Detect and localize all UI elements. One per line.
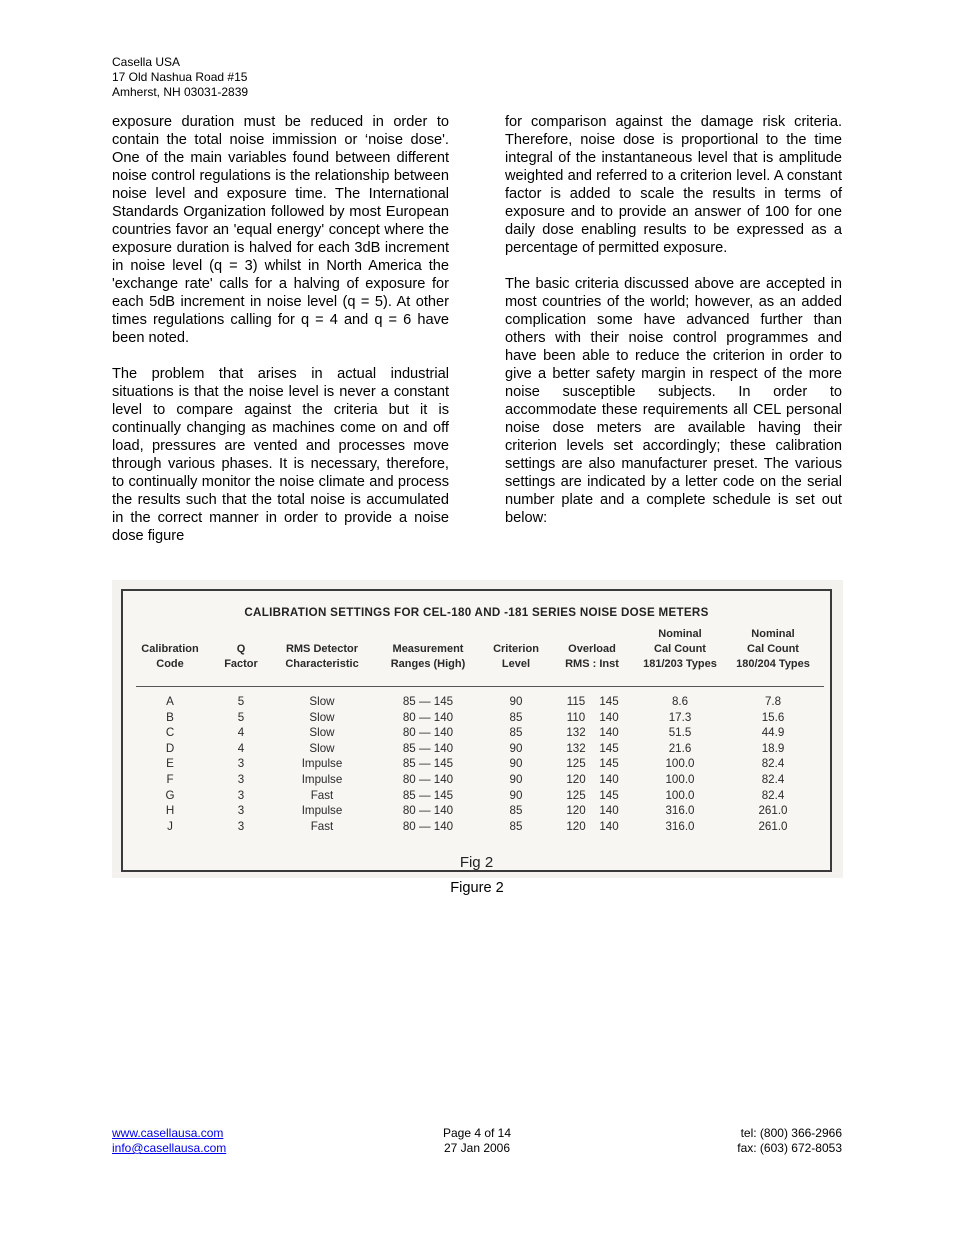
table-cell: 316.0: [665, 819, 695, 833]
right-column: [505, 113, 842, 545]
table-cell: 120: [566, 804, 586, 818]
column-header-line: RMS : Inst: [565, 658, 619, 670]
address-line-1: 17 Old Nashua Road #15: [112, 70, 248, 84]
table-cell: 15.6: [761, 710, 785, 724]
table-cell: Slow: [309, 695, 335, 708]
table-cell: 125: [566, 788, 586, 802]
table-cell: 80 — 140: [402, 804, 454, 818]
table-cell: 17.3: [668, 710, 692, 724]
table-cell: Fast: [310, 819, 334, 833]
table-cell: 85: [509, 804, 523, 818]
table-cell: 80 — 140: [402, 726, 454, 740]
column-header: [130, 642, 210, 672]
document-date: 27 Jan 2006: [443, 1141, 511, 1155]
figure-label: Fig 2: [459, 854, 494, 871]
table-cell: F: [166, 773, 174, 786]
column-header: [272, 642, 372, 672]
column-header-line: 181/203 Types: [643, 658, 717, 670]
table-cell: 4: [237, 726, 245, 740]
footer-page-info: [377, 1126, 577, 1156]
column-header-line: RMS Detector: [285, 643, 359, 655]
paragraph: for comparison against the damage risk criteria. Therefore, noise dose is proportional to the time integral of the instantaneous level that is amplitude weighted and referred to a criterion level. A constant factor is added to scale the results in terms of exposure and to provide an answer of 100 for one daily dose enabling results to be expressed as a percentage of permitted exposure.: [505, 114, 842, 256]
table-cell: E: [166, 757, 174, 771]
table-cell: 145: [599, 757, 619, 771]
column-header: [481, 642, 551, 672]
table-cell: Impulse: [301, 804, 343, 818]
paragraph: The problem that arises in actual industrial situations is that the noise level is never a constant level to compare against the criteria but it is continually changing as machines come on and off load, pressures are vented and processes move through various phases. It is necessary, therefore, to continually monitor the noise climate and process the results such that the total noise is accumulated in the correct manner in order to provide a noise dose figure: [112, 366, 449, 544]
table-cell: 3: [237, 819, 245, 833]
table-cell: 21.6: [668, 741, 692, 755]
table-cell: 261.0: [758, 819, 788, 833]
column-header-line: Characteristic: [285, 658, 359, 670]
column-header-line: Measurement: [392, 643, 464, 655]
table-cell: 90: [509, 741, 523, 755]
column-header-line: Factor: [224, 658, 258, 670]
table-cell: Slow: [309, 741, 335, 755]
table-cell: 3: [237, 804, 245, 818]
column-header-line: Nominal: [658, 628, 702, 640]
table-cell: 85 — 140: [402, 741, 454, 755]
table-cell: Fast: [310, 788, 334, 802]
table-cell: 120: [566, 773, 586, 786]
column-header-line: Ranges (High): [390, 658, 466, 670]
column-header-line: Cal Count: [654, 643, 706, 655]
company-name: Casella USA: [112, 55, 181, 69]
table-cell: 18.9: [761, 741, 785, 755]
table-cell: Slow: [309, 726, 335, 740]
table-cell: 7.8: [764, 695, 782, 708]
column-header: [216, 642, 266, 672]
table-cell: J: [167, 819, 173, 833]
fax: fax: (603) 672-8053: [737, 1141, 842, 1155]
table-cell: 80 — 140: [402, 819, 454, 833]
table-cell: 85 — 145: [402, 695, 454, 708]
table-cell: 115: [566, 695, 586, 708]
column-header: [552, 642, 632, 672]
table-cell: 3: [237, 788, 245, 802]
table-cell: 140: [599, 804, 619, 818]
table-cell: 100.0: [665, 757, 695, 771]
figure-title: CALIBRATION SETTINGS FOR CEL-180 AND -181 SERIES NOISE DOSE METERS: [244, 606, 709, 619]
table-cell: 90: [509, 773, 523, 786]
table-cell: 140: [599, 819, 619, 833]
table-cell: 85: [509, 710, 523, 724]
table-cell: B: [166, 710, 174, 724]
calibration-table-frame: [121, 589, 832, 872]
table-cell: H: [165, 804, 175, 818]
table-cell: 3: [237, 757, 245, 771]
footer-contact: [737, 1126, 842, 1156]
table-cell: 85 — 145: [402, 757, 454, 771]
table-cell: G: [165, 788, 175, 802]
table-cell: 145: [599, 741, 619, 755]
table-cell: 90: [509, 695, 523, 708]
column-header: [725, 627, 821, 672]
column-header-line: 180/204 Types: [736, 658, 810, 670]
header-divider: [136, 686, 824, 687]
page-header: [112, 55, 248, 100]
table-cell: 125: [566, 757, 586, 771]
table-cell: 85: [509, 726, 523, 740]
table-cell: 3: [237, 773, 245, 786]
table-cell: 51.5: [668, 726, 692, 740]
table-cell: 140: [599, 773, 619, 786]
table-cell: 5: [237, 695, 245, 708]
table-cell: 85: [509, 819, 523, 833]
column-header-line: Criterion: [493, 643, 539, 655]
table-cell: Impulse: [301, 757, 343, 771]
paragraph: exposure duration must be reduced in order to contain the total noise immission or ‘noise dose'. One of the main variables found between different noise control regulations is the relationship between noise level and exposure time. The International Standards Organization followed by most European countries favor an 'equal energy' concept where the exposure duration is halved for each 3dB increment in noise level (q = 3) whilst in North America the 'exchange rate' calls for a halving of exposure for each 5dB increment in noise level (q = 5). At other times regulations calling for q = 4 and q = 6 have been noted.: [112, 114, 449, 346]
table-cell: 4: [237, 741, 245, 755]
table-cell: 140: [599, 726, 619, 740]
table-cell: 120: [566, 819, 586, 833]
table-cell: 85 — 145: [402, 788, 454, 802]
left-column: [112, 113, 449, 563]
email-link[interactable]: info@casellausa.com: [112, 1141, 227, 1155]
table-cell: 80 — 140: [402, 710, 454, 724]
paragraph: The basic criteria discussed above are accepted in most countries of the world; however, as an added complication some have advanced further than others with their noise control programmes and have been able to reduce the criterion in order to give a better safety margin in respect of the more noise susceptible subjects. In order to accommodate these requirements all CEL personal noise dose meters are available having their criterion levels set accordingly; these calibration settings are also manufacturer preset. The various settings are indicated by a letter code on the serial number plate and a complete schedule is set out below:: [505, 276, 842, 526]
table-cell: C: [165, 726, 175, 740]
table-cell: A: [166, 695, 174, 708]
address-line-2: Amherst, NH 03031-2839: [112, 85, 249, 99]
table-cell: 5: [237, 710, 245, 724]
table-cell: 82.4: [761, 757, 785, 771]
table-cell: 90: [509, 757, 523, 771]
table-cell: 82.4: [761, 788, 785, 802]
page-number: Page 4 of 14: [442, 1126, 512, 1140]
table-cell: 132: [566, 726, 586, 740]
table-cell: 80 — 140: [402, 773, 454, 786]
table-cell: 90: [509, 788, 523, 802]
column-header-line: Nominal: [751, 628, 795, 640]
footer-links: [112, 1126, 226, 1156]
column-header-line: Calibration: [141, 643, 199, 655]
table-cell: 132: [566, 741, 586, 755]
table-cell: 145: [599, 695, 619, 708]
table-cell: 44.9: [761, 726, 785, 740]
column-header-line: Code: [156, 658, 184, 670]
table-cell: 316.0: [665, 804, 695, 818]
telephone: tel: (800) 366-2966: [740, 1126, 842, 1140]
table-cell: 110: [566, 710, 586, 724]
table-cell: Impulse: [301, 773, 343, 786]
column-header-line: Level: [501, 658, 531, 670]
table-cell: D: [165, 741, 175, 755]
table-cell: 100.0: [665, 773, 695, 786]
column-header-line: Q: [236, 643, 246, 655]
column-header: [378, 642, 478, 672]
figure-image: [112, 580, 843, 878]
table-cell: 140: [599, 710, 619, 724]
table-cell: 145: [599, 788, 619, 802]
table-cell: 261.0: [758, 804, 788, 818]
table-cell: Slow: [309, 710, 335, 724]
table-cell: 8.6: [671, 695, 689, 708]
website-link[interactable]: www.casellausa.com: [112, 1126, 224, 1140]
table-cell: 100.0: [665, 788, 695, 802]
column-header-line: Overload: [568, 643, 616, 655]
figure-caption: Figure 2: [450, 880, 504, 896]
table-cell: 82.4: [761, 773, 785, 786]
column-header: [632, 627, 728, 672]
column-header-line: Cal Count: [747, 643, 799, 655]
